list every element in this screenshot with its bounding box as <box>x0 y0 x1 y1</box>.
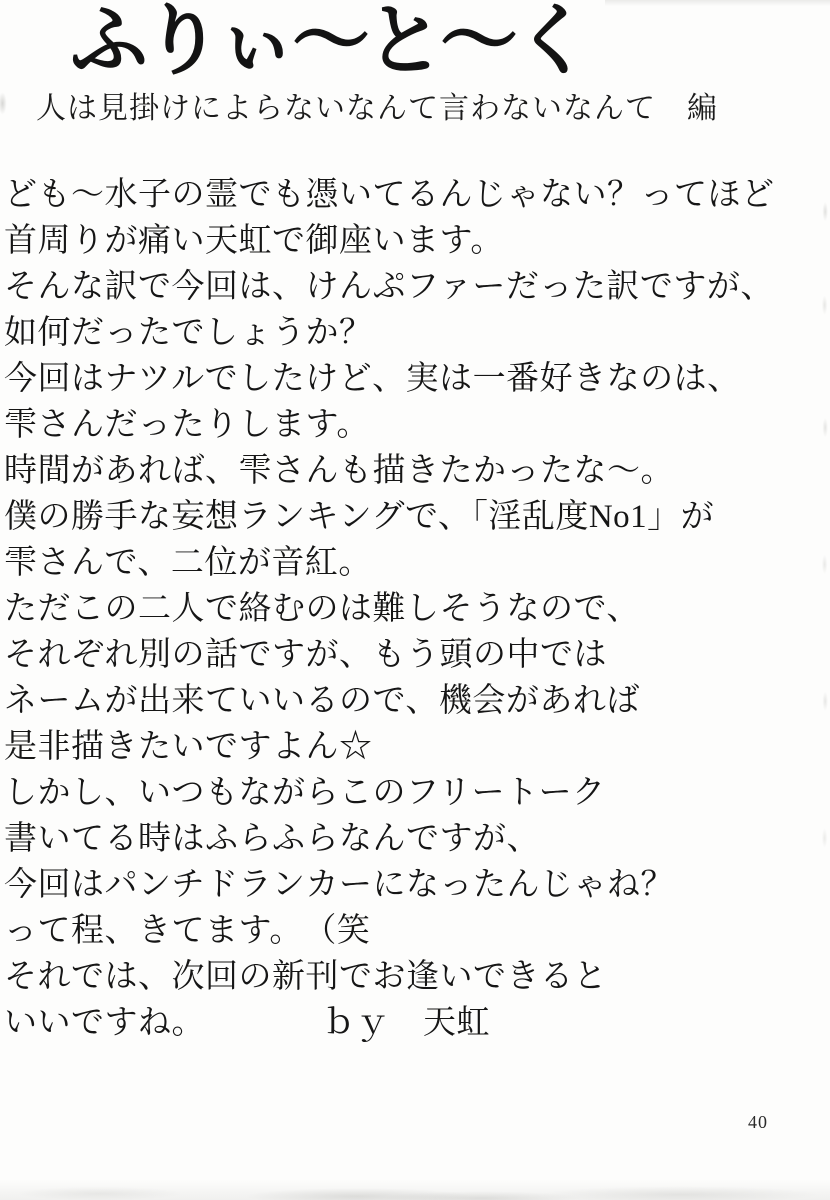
text-line: 雫さんだったりします。 <box>4 407 370 443</box>
text-line: 時間があれば、雫さんも描きたかったな〜。 <box>4 453 674 489</box>
scan-artifact-right <box>818 190 830 910</box>
body-text <box>4 172 824 1046</box>
scan-artifact-top-right <box>605 0 830 8</box>
text-line: 書いてる時はふらふらなんですが、 <box>4 821 540 857</box>
text-line: って程、きてます。 （笑 <box>4 913 371 949</box>
text-line: いいですね。 ｂｙ 天虹 <box>4 1005 490 1041</box>
text-line: 如何だったでしょうか？ <box>4 315 373 351</box>
text-line: ネームが出来ていいるので、機会があれば <box>4 683 640 719</box>
text-line: そんな訳で今回は、けんぷファーだった訳ですが、 <box>4 269 774 305</box>
text-line: ただこの二人で絡むのは難しそうなので、 <box>4 591 640 627</box>
text-line: 今回はパンチドランカーになったんじゃね？ <box>4 867 674 903</box>
text-line: 首周りが痛い天虹で御座います。 <box>4 223 504 259</box>
text-line: 雫さんで、二位が音紅。 <box>4 545 372 581</box>
page-title: ふりぃ〜と〜く <box>70 0 589 84</box>
text-line: それぞれ別の話ですが、もう頭の中では <box>4 637 607 673</box>
text-line: ども〜水子の霊でも憑いてるんじゃない？ってほど <box>4 177 775 213</box>
text-line: 今回はナツルでしたけど、実は一番好きなのは、 <box>4 361 741 397</box>
text-line: 是非描きたいですよん☆ <box>4 729 373 765</box>
page-number: 40 <box>748 1112 768 1132</box>
text-line: 僕の勝手な妄想ランキングで、「淫乱度No1」が <box>4 499 715 535</box>
page-subtitle: 人は見掛けによらないなんて言わないなんて 編 <box>36 92 718 125</box>
scan-artifact-bottom <box>0 1154 830 1200</box>
text-line: しかし、いつもながらこのフリートーク <box>4 775 606 811</box>
text-line: それでは、次回の新刊でお逢いできると <box>4 959 607 995</box>
scan-artifact-left <box>0 88 10 132</box>
